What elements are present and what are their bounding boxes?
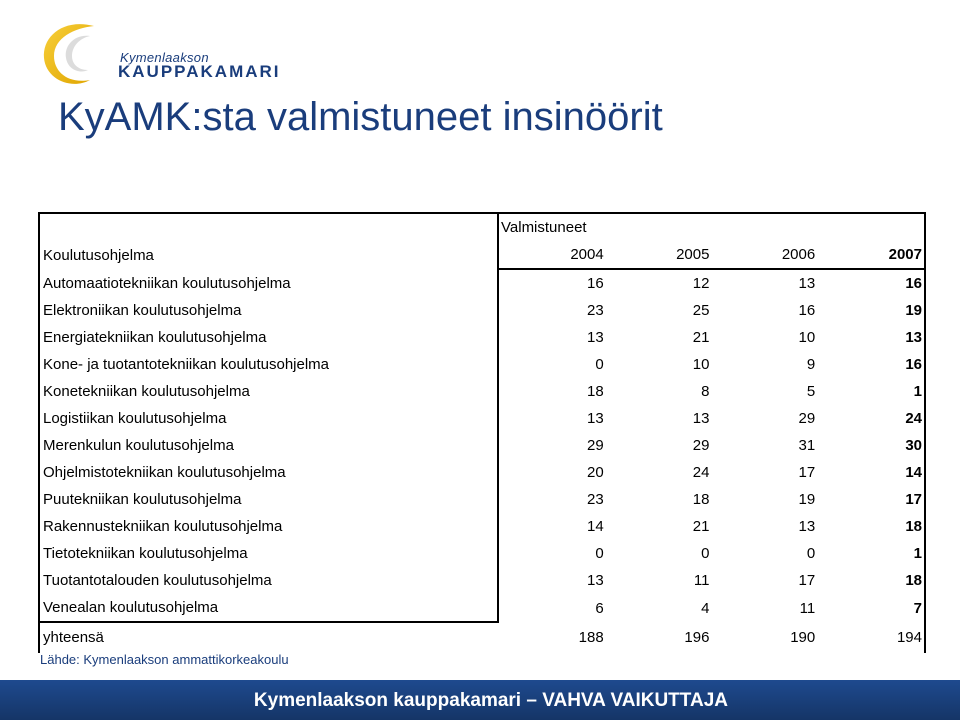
program-name: Merenkulun koulutusohjelma bbox=[43, 437, 234, 454]
graduates-table bbox=[38, 212, 926, 653]
table-row bbox=[40, 351, 924, 378]
footer-text: Kymenlaakson kauppakamari – VAHVA VAIKUTTAJA bbox=[253, 690, 728, 711]
graduates-2007: 17 bbox=[905, 491, 922, 508]
total-2004: 188 bbox=[578, 628, 604, 646]
program-name: Ohjelmistotekniikan koulutusohjelma bbox=[43, 464, 286, 481]
graduates-2004: 14 bbox=[498, 513, 606, 540]
graduates-2005: 12 bbox=[692, 275, 710, 292]
graduates-2006: 17 bbox=[798, 464, 816, 481]
graduates-2004: 16 bbox=[498, 269, 606, 297]
graduates-2007: 18 bbox=[905, 572, 922, 589]
year-header-2007: 2007 bbox=[817, 242, 924, 269]
group-header: Valmistuneet bbox=[498, 214, 606, 242]
table-row bbox=[40, 378, 924, 405]
graduates-2006: 9 bbox=[806, 356, 816, 373]
graduates-2007: 30 bbox=[905, 437, 922, 454]
graduates-2004: 13 bbox=[498, 324, 606, 351]
program-name: Energiatekniikan koulutusohjelma bbox=[43, 329, 267, 346]
source-note: Lähde: Kymenlaakson ammattikorkeakoulu bbox=[40, 652, 289, 667]
graduates-2005: 21 bbox=[692, 329, 710, 346]
graduates-2005: 4 bbox=[701, 599, 710, 617]
program-name: Rakennustekniikan koulutusohjelma bbox=[43, 518, 283, 535]
graduates-2004: 0 bbox=[498, 351, 606, 378]
graduates-2006: 5 bbox=[806, 383, 816, 400]
program-name: Venealan koulutusohjelma bbox=[43, 599, 219, 616]
graduates-2004: 23 bbox=[498, 297, 606, 324]
program-name: Logistiikan koulutusohjelma bbox=[43, 410, 227, 427]
graduates-2005: 25 bbox=[692, 302, 710, 319]
page-title: KyAMK:sta valmistuneet insinöörit bbox=[58, 95, 663, 139]
graduates-2004: 29 bbox=[498, 432, 606, 459]
program-name: Tietotekniikan koulutusohjelma bbox=[43, 545, 248, 562]
graduates-2004: 6 bbox=[498, 594, 606, 622]
kauppakamari-logo bbox=[34, 14, 281, 94]
graduates-2007: 18 bbox=[905, 518, 922, 535]
program-name: Elektroniikan koulutusohjelma bbox=[43, 302, 242, 319]
graduates-2004: 0 bbox=[498, 540, 606, 567]
graduates-2006: 10 bbox=[798, 329, 816, 346]
graduates-2005: 8 bbox=[701, 383, 710, 400]
year-header-2004: 2004 bbox=[498, 242, 606, 269]
table-row bbox=[40, 269, 924, 297]
graduates-2006: 0 bbox=[806, 545, 816, 562]
graduates-2005: 0 bbox=[701, 545, 710, 562]
graduates-2005: 13 bbox=[692, 410, 710, 427]
graduates-2005: 29 bbox=[692, 437, 710, 454]
graduates-2005: 18 bbox=[692, 491, 710, 508]
graduates-2005: 24 bbox=[692, 464, 710, 481]
footer-bar bbox=[0, 680, 960, 720]
graduates-2006: 13 bbox=[798, 275, 816, 292]
graduates-2006: 31 bbox=[798, 437, 816, 454]
graduates-2006: 11 bbox=[799, 599, 816, 617]
table-row bbox=[40, 486, 924, 513]
graduates-2007: 14 bbox=[905, 464, 922, 481]
year-header-2005: 2005 bbox=[606, 242, 712, 269]
total-row bbox=[40, 622, 924, 653]
graduates-2007: 24 bbox=[905, 410, 922, 427]
table-row bbox=[40, 594, 924, 622]
table-row bbox=[40, 405, 924, 432]
graduates-2005: 21 bbox=[692, 518, 710, 535]
table-row bbox=[40, 513, 924, 540]
table-row bbox=[40, 324, 924, 351]
graduates-2006: 16 bbox=[798, 302, 816, 319]
graduates-2007: 19 bbox=[905, 302, 922, 319]
graduates-2007: 13 bbox=[905, 329, 922, 346]
graduates-2006: 17 bbox=[798, 572, 816, 589]
graduates-2007: 7 bbox=[913, 599, 922, 617]
program-name: Kone- ja tuotantotekniikan koulutusohjelma bbox=[43, 356, 330, 373]
graduates-2006: 13 bbox=[798, 518, 816, 535]
graduates-2005: 11 bbox=[693, 572, 710, 589]
graduates-2004: 18 bbox=[498, 378, 606, 405]
table-row bbox=[40, 432, 924, 459]
graduates-2007: 16 bbox=[905, 275, 922, 292]
program-name: Konetekniikan koulutusohjelma bbox=[43, 383, 250, 400]
row-header-label: Koulutusohjelma bbox=[43, 246, 154, 264]
program-name: Puutekniikan koulutusohjelma bbox=[43, 491, 242, 508]
total-2006: 190 bbox=[790, 628, 816, 646]
graduates-2004: 13 bbox=[498, 405, 606, 432]
logo-line1: Kymenlaakson bbox=[120, 50, 209, 65]
total-2005: 196 bbox=[684, 628, 710, 646]
graduates-2004: 23 bbox=[498, 486, 606, 513]
graduates-2004: 20 bbox=[498, 459, 606, 486]
year-header-2006: 2006 bbox=[711, 242, 817, 269]
total-label: yhteensä bbox=[40, 622, 498, 653]
program-name: Automaatiotekniikan koulutusohjelma bbox=[43, 274, 291, 292]
program-name: Tuotantotalouden koulutusohjelma bbox=[43, 572, 272, 589]
total-2007: 194 bbox=[896, 628, 922, 646]
logo-line2: KAUPPAKAMARI bbox=[118, 62, 281, 81]
logo-swoosh-icon bbox=[34, 14, 124, 94]
graduates-2006: 19 bbox=[798, 491, 816, 508]
table-row bbox=[40, 540, 924, 567]
graduates-2004: 13 bbox=[498, 567, 606, 594]
graduates-2007: 1 bbox=[913, 383, 922, 400]
table-row bbox=[40, 459, 924, 486]
graduates-2007: 16 bbox=[905, 356, 922, 373]
table-row bbox=[40, 567, 924, 594]
table-row bbox=[40, 297, 924, 324]
graduates-2007: 1 bbox=[913, 545, 922, 562]
graduates-2005: 10 bbox=[692, 356, 710, 373]
graduates-2006: 29 bbox=[798, 410, 816, 427]
